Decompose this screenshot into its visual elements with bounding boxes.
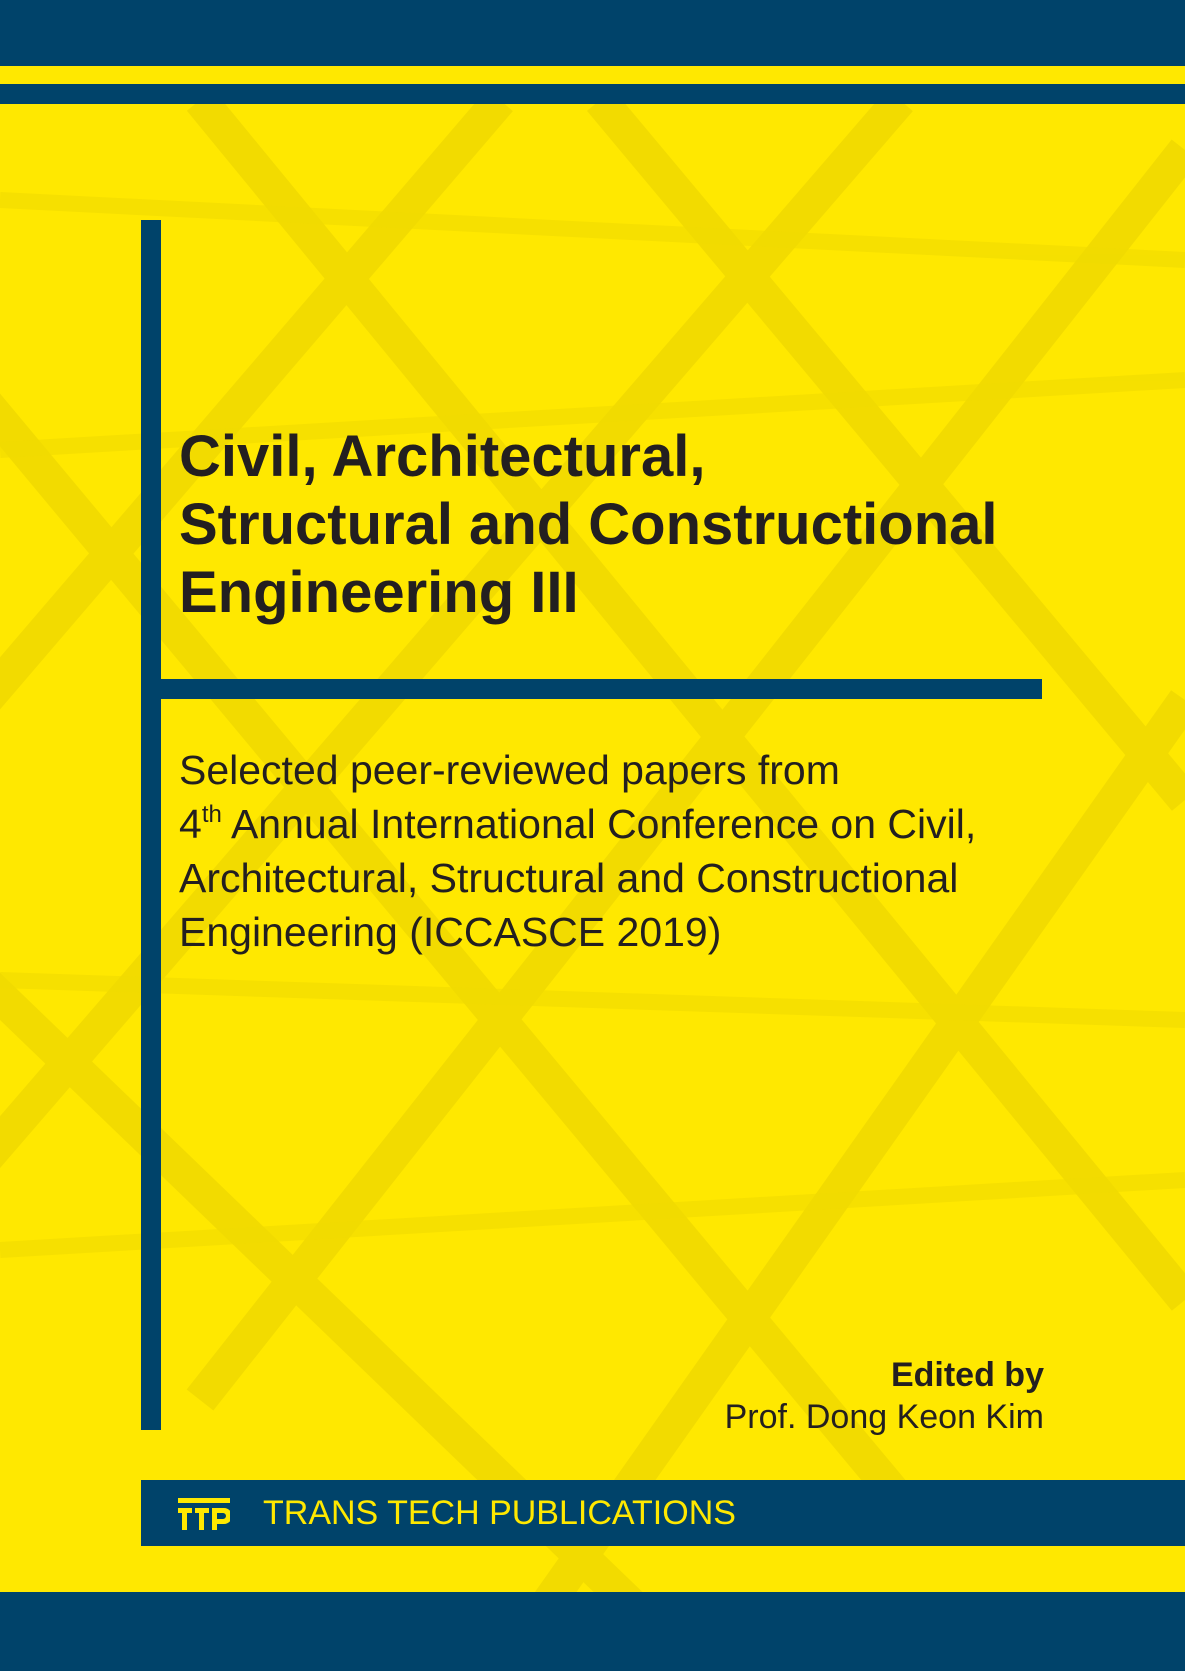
- conference-ordinal-suffix: th: [201, 801, 222, 828]
- subtitle-line-3: Architectural, Structural and Constructional: [179, 855, 959, 901]
- edited-by-label: Edited by: [890, 1356, 1044, 1394]
- vertical-accent-bar: [141, 220, 161, 1430]
- publisher-band: [141, 1480, 1185, 1546]
- subtitle-line-2: [179, 797, 1079, 851]
- bottom-navy-band: [0, 1592, 1185, 1671]
- editor-name: Prof. Dong Keon Kim: [724, 1398, 1044, 1436]
- top-navy-band: [0, 0, 1185, 66]
- title-line-3: Engineering III: [179, 560, 579, 625]
- book-subtitle: [179, 743, 1079, 959]
- top-thin-navy-band: [0, 84, 1185, 104]
- editor-block: [725, 1354, 1044, 1438]
- title-divider-bar: [141, 679, 1042, 699]
- conference-ordinal-number: 4: [179, 801, 202, 847]
- subtitle-line-1: Selected peer-reviewed papers from: [179, 747, 840, 793]
- title-line-2: Structural and Constructional: [179, 492, 998, 557]
- title-line-1: Civil, Architectural,: [179, 424, 706, 489]
- subtitle-line-2-text: Annual International Conference on Civil,: [221, 801, 977, 847]
- subtitle-line-4: Engineering (ICCASCE 2019): [179, 909, 722, 955]
- publisher-name: TRANS TECH PUBLICATIONS: [263, 1494, 736, 1532]
- ttp-logo-icon: [178, 1498, 230, 1530]
- book-title: [179, 423, 1079, 627]
